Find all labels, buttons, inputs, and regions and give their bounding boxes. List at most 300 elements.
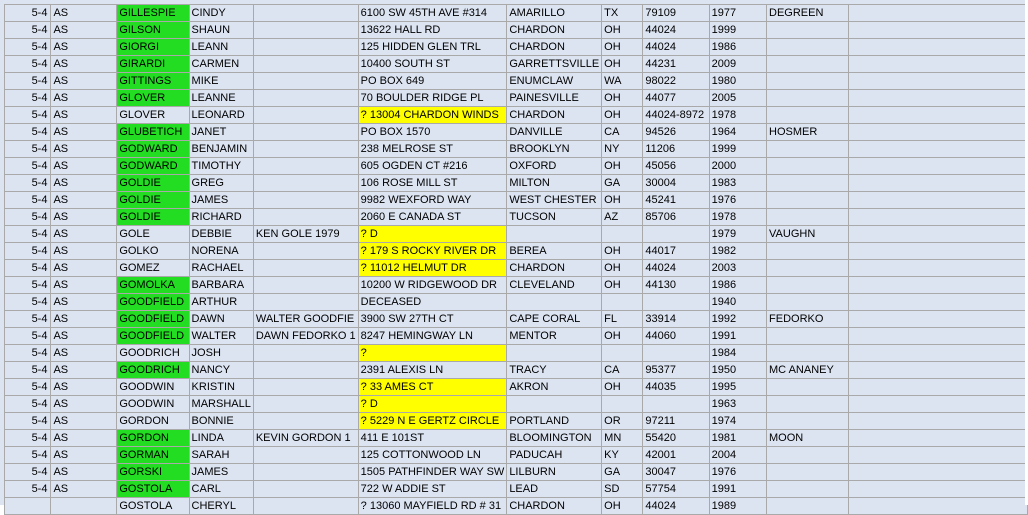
cell-class[interactable]: AS xyxy=(51,22,117,39)
cell-class[interactable]: AS xyxy=(51,175,117,192)
cell-state[interactable]: OH xyxy=(602,498,643,515)
cell-maiden-name[interactable] xyxy=(767,90,849,107)
cell-spouse[interactable] xyxy=(253,345,358,362)
cell-zip[interactable]: 11206 xyxy=(643,141,709,158)
cell-spouse[interactable] xyxy=(253,277,358,294)
cell-class[interactable]: AS xyxy=(51,90,117,107)
cell-address[interactable]: ? 11012 HELMUT DR xyxy=(358,260,507,277)
cell-maiden-name[interactable] xyxy=(767,209,849,226)
cell-empty[interactable] xyxy=(849,158,1028,175)
cell-empty[interactable] xyxy=(849,260,1028,277)
cell-spouse[interactable] xyxy=(253,39,358,56)
cell-zip[interactable]: 98022 xyxy=(643,73,709,90)
cell-spouse[interactable] xyxy=(253,175,358,192)
cell-spouse[interactable] xyxy=(253,158,358,175)
cell-last-name[interactable]: GODWARD xyxy=(117,141,189,158)
cell-spouse[interactable] xyxy=(253,498,358,515)
cell-address[interactable]: 722 W ADDIE ST xyxy=(358,481,507,498)
cell-address[interactable]: ? 13004 CHARDON WINDS xyxy=(358,107,507,124)
cell-address[interactable]: 106 ROSE MILL ST xyxy=(358,175,507,192)
cell-last-name[interactable]: GIORGI xyxy=(117,39,189,56)
cell-empty[interactable] xyxy=(849,73,1028,90)
cell-city[interactable] xyxy=(507,396,602,413)
cell-spouse[interactable] xyxy=(253,294,358,311)
cell-class[interactable]: AS xyxy=(51,209,117,226)
cell-state[interactable]: OH xyxy=(602,56,643,73)
cell-zip[interactable] xyxy=(643,226,709,243)
cell-city[interactable]: LILBURN xyxy=(507,464,602,481)
cell-address[interactable]: 10200 W RIDGEWOOD DR xyxy=(358,277,507,294)
cell-address[interactable]: 3900 SW 27TH CT xyxy=(358,311,507,328)
cell-year[interactable]: 1980 xyxy=(709,73,766,90)
cell-year[interactable]: 2000 xyxy=(709,158,766,175)
cell-empty[interactable] xyxy=(849,481,1028,498)
cell-section[interactable]: 5-4 xyxy=(5,328,51,345)
cell-empty[interactable] xyxy=(849,39,1028,56)
cell-city[interactable] xyxy=(507,294,602,311)
cell-empty[interactable] xyxy=(849,22,1028,39)
cell-section[interactable]: 5-4 xyxy=(5,396,51,413)
cell-zip[interactable] xyxy=(643,294,709,311)
cell-address[interactable]: 70 BOULDER RIDGE PL xyxy=(358,90,507,107)
cell-spouse[interactable] xyxy=(253,243,358,260)
cell-empty[interactable] xyxy=(849,498,1028,515)
cell-city[interactable]: BEREA xyxy=(507,243,602,260)
cell-class[interactable]: AS xyxy=(51,107,117,124)
cell-last-name[interactable]: GLUBETICH xyxy=(117,124,189,141)
cell-spouse[interactable]: KEN GOLE 1979 xyxy=(253,226,358,243)
cell-last-name[interactable]: GOLKO xyxy=(117,243,189,260)
cell-city[interactable]: TRACY xyxy=(507,362,602,379)
cell-zip[interactable]: 44024 xyxy=(643,22,709,39)
cell-city[interactable]: LEAD xyxy=(507,481,602,498)
cell-section[interactable]: 5-4 xyxy=(5,22,51,39)
cell-class[interactable]: AS xyxy=(51,260,117,277)
cell-maiden-name[interactable]: DEGREEN xyxy=(767,5,849,22)
cell-zip[interactable] xyxy=(643,345,709,362)
cell-first-name[interactable]: CINDY xyxy=(189,5,253,22)
cell-first-name[interactable]: WALTER xyxy=(189,328,253,345)
cell-first-name[interactable]: CARMEN xyxy=(189,56,253,73)
cell-maiden-name[interactable] xyxy=(767,192,849,209)
cell-address[interactable]: DECEASED xyxy=(358,294,507,311)
cell-address[interactable]: 411 E 101ST xyxy=(358,430,507,447)
cell-zip[interactable]: 55420 xyxy=(643,430,709,447)
cell-empty[interactable] xyxy=(849,277,1028,294)
cell-empty[interactable] xyxy=(849,192,1028,209)
cell-zip[interactable]: 97211 xyxy=(643,413,709,430)
cell-maiden-name[interactable] xyxy=(767,277,849,294)
cell-city[interactable]: BROOKLYN xyxy=(507,141,602,158)
cell-last-name[interactable]: GOODFIELD xyxy=(117,294,189,311)
cell-maiden-name[interactable] xyxy=(767,498,849,515)
cell-empty[interactable] xyxy=(849,209,1028,226)
cell-section[interactable]: 5-4 xyxy=(5,107,51,124)
cell-maiden-name[interactable]: HOSMER xyxy=(767,124,849,141)
cell-first-name[interactable]: NANCY xyxy=(189,362,253,379)
cell-section[interactable]: 5-4 xyxy=(5,379,51,396)
cell-zip[interactable]: 33914 xyxy=(643,311,709,328)
cell-section[interactable]: 5-4 xyxy=(5,362,51,379)
cell-state[interactable] xyxy=(602,396,643,413)
cell-empty[interactable] xyxy=(849,447,1028,464)
cell-first-name[interactable]: BONNIE xyxy=(189,413,253,430)
cell-address[interactable]: 1505 PATHFINDER WAY SW xyxy=(358,464,507,481)
cell-zip[interactable]: 44024 xyxy=(643,260,709,277)
cell-address[interactable]: 2391 ALEXIS LN xyxy=(358,362,507,379)
cell-state[interactable]: OH xyxy=(602,277,643,294)
cell-city[interactable]: WEST CHESTER xyxy=(507,192,602,209)
cell-state[interactable]: OH xyxy=(602,90,643,107)
cell-spouse[interactable] xyxy=(253,141,358,158)
cell-spouse[interactable] xyxy=(253,396,358,413)
cell-maiden-name[interactable] xyxy=(767,56,849,73)
cell-empty[interactable] xyxy=(849,175,1028,192)
cell-last-name[interactable]: GIRARDI xyxy=(117,56,189,73)
cell-spouse[interactable] xyxy=(253,481,358,498)
cell-first-name[interactable]: CHERYL xyxy=(189,498,253,515)
cell-spouse[interactable] xyxy=(253,73,358,90)
cell-city[interactable] xyxy=(507,345,602,362)
cell-zip[interactable]: 44077 xyxy=(643,90,709,107)
cell-city[interactable]: AMARILLO xyxy=(507,5,602,22)
cell-section[interactable]: 5-4 xyxy=(5,447,51,464)
cell-class[interactable]: AS xyxy=(51,379,117,396)
cell-last-name[interactable]: GOSTOLA xyxy=(117,481,189,498)
cell-city[interactable]: CHARDON xyxy=(507,22,602,39)
cell-state[interactable]: OH xyxy=(602,328,643,345)
cell-year[interactable]: 1989 xyxy=(709,498,766,515)
cell-empty[interactable] xyxy=(849,107,1028,124)
cell-address[interactable]: ? D xyxy=(358,226,507,243)
cell-address[interactable]: 8247 HEMINGWAY LN xyxy=(358,328,507,345)
cell-last-name[interactable]: GODWARD xyxy=(117,158,189,175)
cell-spouse[interactable]: KEVIN GORDON 1 xyxy=(253,430,358,447)
cell-city[interactable]: CHARDON xyxy=(507,260,602,277)
cell-maiden-name[interactable] xyxy=(767,243,849,260)
cell-zip[interactable]: 30004 xyxy=(643,175,709,192)
cell-first-name[interactable]: RICHARD xyxy=(189,209,253,226)
cell-year[interactable]: 1986 xyxy=(709,39,766,56)
cell-class[interactable]: AS xyxy=(51,396,117,413)
cell-empty[interactable] xyxy=(849,124,1028,141)
cell-city[interactable]: CHARDON xyxy=(507,498,602,515)
cell-state[interactable] xyxy=(602,294,643,311)
cell-city[interactable]: CAPE CORAL xyxy=(507,311,602,328)
cell-last-name[interactable]: GILLESPIE xyxy=(117,5,189,22)
cell-section[interactable]: 5-4 xyxy=(5,39,51,56)
cell-empty[interactable] xyxy=(849,328,1028,345)
cell-spouse[interactable] xyxy=(253,90,358,107)
cell-class[interactable]: AS xyxy=(51,5,117,22)
cell-last-name[interactable]: GOSTOLA xyxy=(117,498,189,515)
cell-city[interactable]: ENUMCLAW xyxy=(507,73,602,90)
cell-spouse[interactable] xyxy=(253,209,358,226)
cell-year[interactable]: 1992 xyxy=(709,311,766,328)
cell-maiden-name[interactable] xyxy=(767,328,849,345)
cell-section[interactable]: 5-4 xyxy=(5,226,51,243)
cell-year[interactable]: 1974 xyxy=(709,413,766,430)
cell-year[interactable]: 1991 xyxy=(709,481,766,498)
cell-spouse[interactable] xyxy=(253,192,358,209)
cell-last-name[interactable]: GOODWIN xyxy=(117,396,189,413)
cell-state[interactable]: OH xyxy=(602,107,643,124)
cell-city[interactable]: CLEVELAND xyxy=(507,277,602,294)
cell-section[interactable]: 5-4 xyxy=(5,90,51,107)
cell-spouse[interactable] xyxy=(253,22,358,39)
cell-year[interactable]: 1986 xyxy=(709,277,766,294)
cell-last-name[interactable]: GILSON xyxy=(117,22,189,39)
cell-section[interactable]: 5-4 xyxy=(5,413,51,430)
cell-empty[interactable] xyxy=(849,311,1028,328)
cell-address[interactable]: 9982 WEXFORD WAY xyxy=(358,192,507,209)
cell-address[interactable]: 6100 SW 45TH AVE #314 xyxy=(358,5,507,22)
cell-state[interactable]: AZ xyxy=(602,209,643,226)
cell-section[interactable]: 5-4 xyxy=(5,175,51,192)
cell-year[interactable]: 1981 xyxy=(709,430,766,447)
cell-empty[interactable] xyxy=(849,243,1028,260)
cell-state[interactable]: KY xyxy=(602,447,643,464)
cell-zip[interactable] xyxy=(643,396,709,413)
cell-zip[interactable]: 44024 xyxy=(643,498,709,515)
cell-address[interactable]: ? 33 AMES CT xyxy=(358,379,507,396)
cell-class[interactable]: AS xyxy=(51,73,117,90)
cell-maiden-name[interactable]: VAUGHN xyxy=(767,226,849,243)
cell-last-name[interactable]: GOMOLKA xyxy=(117,277,189,294)
cell-city[interactable]: MENTOR xyxy=(507,328,602,345)
cell-maiden-name[interactable]: MOON xyxy=(767,430,849,447)
cell-first-name[interactable]: NORENA xyxy=(189,243,253,260)
cell-city[interactable]: PORTLAND xyxy=(507,413,602,430)
cell-zip[interactable]: 44130 xyxy=(643,277,709,294)
cell-first-name[interactable]: RACHAEL xyxy=(189,260,253,277)
cell-class[interactable]: AS xyxy=(51,447,117,464)
cell-address[interactable]: 13622 HALL RD xyxy=(358,22,507,39)
cell-first-name[interactable]: MARSHALL xyxy=(189,396,253,413)
cell-state[interactable]: OH xyxy=(602,379,643,396)
cell-last-name[interactable]: GOLDIE xyxy=(117,209,189,226)
cell-section[interactable]: 5-4 xyxy=(5,260,51,277)
cell-class[interactable]: AS xyxy=(51,413,117,430)
cell-address[interactable]: 238 MELROSE ST xyxy=(358,141,507,158)
cell-spouse[interactable] xyxy=(253,124,358,141)
cell-spouse[interactable] xyxy=(253,379,358,396)
cell-year[interactable]: 2003 xyxy=(709,260,766,277)
cell-first-name[interactable]: LEANNE xyxy=(189,90,253,107)
cell-section[interactable]: 5-4 xyxy=(5,158,51,175)
cell-address[interactable]: PO BOX 1570 xyxy=(358,124,507,141)
cell-zip[interactable]: 79109 xyxy=(643,5,709,22)
cell-city[interactable]: DANVILLE xyxy=(507,124,602,141)
cell-first-name[interactable]: DEBBIE xyxy=(189,226,253,243)
cell-spouse[interactable] xyxy=(253,464,358,481)
cell-last-name[interactable]: GOMEZ xyxy=(117,260,189,277)
cell-zip[interactable]: 57754 xyxy=(643,481,709,498)
cell-spouse[interactable] xyxy=(253,260,358,277)
cell-city[interactable]: GARRETTSVILLE xyxy=(507,56,602,73)
cell-section[interactable]: 5-4 xyxy=(5,464,51,481)
cell-class[interactable]: AS xyxy=(51,277,117,294)
cell-first-name[interactable]: ARTHUR xyxy=(189,294,253,311)
cell-zip[interactable]: 45056 xyxy=(643,158,709,175)
cell-city[interactable] xyxy=(507,226,602,243)
cell-section[interactable]: 5-4 xyxy=(5,124,51,141)
cell-year[interactable]: 1983 xyxy=(709,175,766,192)
cell-state[interactable]: OH xyxy=(602,39,643,56)
cell-first-name[interactable]: GREG xyxy=(189,175,253,192)
cell-class[interactable]: AS xyxy=(51,158,117,175)
cell-year[interactable]: 1999 xyxy=(709,22,766,39)
cell-last-name[interactable]: GLOVER xyxy=(117,107,189,124)
cell-class[interactable]: AS xyxy=(51,124,117,141)
cell-last-name[interactable]: GOODWIN xyxy=(117,379,189,396)
cell-address[interactable]: 2060 E CANADA ST xyxy=(358,209,507,226)
cell-state[interactable]: OH xyxy=(602,260,643,277)
cell-last-name[interactable]: GOLE xyxy=(117,226,189,243)
cell-maiden-name[interactable] xyxy=(767,73,849,90)
cell-section[interactable]: 5-4 xyxy=(5,345,51,362)
cell-state[interactable]: SD xyxy=(602,481,643,498)
cell-empty[interactable] xyxy=(849,413,1028,430)
cell-year[interactable]: 1982 xyxy=(709,243,766,260)
cell-state[interactable]: TX xyxy=(602,5,643,22)
cell-year[interactable]: 1995 xyxy=(709,379,766,396)
cell-last-name[interactable]: GORSKI xyxy=(117,464,189,481)
cell-section[interactable]: 5-4 xyxy=(5,294,51,311)
cell-section[interactable]: 5-4 xyxy=(5,209,51,226)
cell-first-name[interactable]: TIMOTHY xyxy=(189,158,253,175)
cell-address[interactable]: 10400 SOUTH ST xyxy=(358,56,507,73)
cell-zip[interactable]: 85706 xyxy=(643,209,709,226)
cell-class[interactable]: AS xyxy=(51,430,117,447)
cell-state[interactable]: CA xyxy=(602,124,643,141)
cell-class[interactable]: AS xyxy=(51,345,117,362)
cell-zip[interactable]: 44024-8972 xyxy=(643,107,709,124)
cell-address[interactable]: 125 COTTONWOOD LN xyxy=(358,447,507,464)
cell-last-name[interactable]: GOODRICH xyxy=(117,362,189,379)
cell-year[interactable]: 1940 xyxy=(709,294,766,311)
cell-section[interactable]: 5-4 xyxy=(5,141,51,158)
cell-maiden-name[interactable] xyxy=(767,447,849,464)
cell-first-name[interactable]: SARAH xyxy=(189,447,253,464)
cell-year[interactable]: 2005 xyxy=(709,90,766,107)
cell-zip[interactable]: 94526 xyxy=(643,124,709,141)
cell-section[interactable]: 5-4 xyxy=(5,243,51,260)
cell-address[interactable]: ? 13060 MAYFIELD RD # 31 xyxy=(358,498,507,515)
cell-state[interactable]: OH xyxy=(602,243,643,260)
cell-class[interactable]: AS xyxy=(51,311,117,328)
cell-year[interactable]: 1950 xyxy=(709,362,766,379)
cell-spouse[interactable]: DAWN FEDORKO 1 xyxy=(253,328,358,345)
cell-address[interactable]: PO BOX 649 xyxy=(358,73,507,90)
cell-state[interactable]: CA xyxy=(602,362,643,379)
cell-class[interactable]: AS xyxy=(51,56,117,73)
cell-maiden-name[interactable] xyxy=(767,175,849,192)
cell-zip[interactable]: 44060 xyxy=(643,328,709,345)
cell-empty[interactable] xyxy=(849,226,1028,243)
cell-section[interactable]: 5-4 xyxy=(5,5,51,22)
cell-empty[interactable] xyxy=(849,5,1028,22)
cell-maiden-name[interactable]: FEDORKO xyxy=(767,311,849,328)
cell-section[interactable]: 5-4 xyxy=(5,73,51,90)
cell-empty[interactable] xyxy=(849,56,1028,73)
cell-maiden-name[interactable] xyxy=(767,107,849,124)
cell-year[interactable]: 1999 xyxy=(709,141,766,158)
cell-zip[interactable]: 44231 xyxy=(643,56,709,73)
cell-city[interactable]: MILTON xyxy=(507,175,602,192)
cell-last-name[interactable]: GOLDIE xyxy=(117,175,189,192)
cell-maiden-name[interactable]: MC ANANEY xyxy=(767,362,849,379)
cell-state[interactable]: OR xyxy=(602,413,643,430)
cell-first-name[interactable]: SHAUN xyxy=(189,22,253,39)
cell-city[interactable]: BLOOMINGTON xyxy=(507,430,602,447)
cell-maiden-name[interactable] xyxy=(767,22,849,39)
cell-city[interactable]: CHARDON xyxy=(507,39,602,56)
cell-class[interactable] xyxy=(51,498,117,515)
cell-city[interactable]: AKRON xyxy=(507,379,602,396)
cell-maiden-name[interactable] xyxy=(767,294,849,311)
cell-zip[interactable]: 44035 xyxy=(643,379,709,396)
cell-class[interactable]: AS xyxy=(51,328,117,345)
cell-address[interactable]: ? D xyxy=(358,396,507,413)
cell-empty[interactable] xyxy=(849,345,1028,362)
cell-year[interactable]: 1977 xyxy=(709,5,766,22)
cell-first-name[interactable]: BENJAMIN xyxy=(189,141,253,158)
cell-spouse[interactable] xyxy=(253,413,358,430)
cell-year[interactable]: 1964 xyxy=(709,124,766,141)
cell-year[interactable]: 1978 xyxy=(709,107,766,124)
cell-last-name[interactable]: GORDON xyxy=(117,430,189,447)
cell-maiden-name[interactable] xyxy=(767,141,849,158)
cell-first-name[interactable]: JAMES xyxy=(189,464,253,481)
cell-spouse[interactable] xyxy=(253,5,358,22)
cell-last-name[interactable]: GOODRICH xyxy=(117,345,189,362)
cell-state[interactable] xyxy=(602,226,643,243)
cell-city[interactable]: OXFORD xyxy=(507,158,602,175)
cell-class[interactable]: AS xyxy=(51,39,117,56)
cell-last-name[interactable]: GLOVER xyxy=(117,90,189,107)
cell-city[interactable]: CHARDON xyxy=(507,107,602,124)
cell-maiden-name[interactable] xyxy=(767,379,849,396)
cell-last-name[interactable]: GOODFIELD xyxy=(117,311,189,328)
cell-address[interactable]: 125 HIDDEN GLEN TRL xyxy=(358,39,507,56)
cell-address[interactable]: ? 5229 N E GERTZ CIRCLE xyxy=(358,413,507,430)
cell-empty[interactable] xyxy=(849,430,1028,447)
cell-state[interactable]: OH xyxy=(602,22,643,39)
cell-state[interactable]: FL xyxy=(602,311,643,328)
cell-first-name[interactable]: MIKE xyxy=(189,73,253,90)
cell-spouse[interactable]: WALTER GOODFIE xyxy=(253,311,358,328)
cell-section[interactable]: 5-4 xyxy=(5,430,51,447)
cell-section[interactable]: 5-4 xyxy=(5,277,51,294)
cell-year[interactable]: 1976 xyxy=(709,192,766,209)
cell-section[interactable]: 5-4 xyxy=(5,311,51,328)
cell-address[interactable]: 605 OGDEN CT #216 xyxy=(358,158,507,175)
cell-class[interactable]: AS xyxy=(51,294,117,311)
cell-first-name[interactable]: LEONARD xyxy=(189,107,253,124)
cell-empty[interactable] xyxy=(849,294,1028,311)
cell-first-name[interactable]: JAMES xyxy=(189,192,253,209)
cell-section[interactable]: 5-4 xyxy=(5,192,51,209)
cell-state[interactable]: OH xyxy=(602,192,643,209)
cell-first-name[interactable]: JOSH xyxy=(189,345,253,362)
cell-state[interactable]: GA xyxy=(602,464,643,481)
cell-zip[interactable]: 44024 xyxy=(643,39,709,56)
cell-last-name[interactable]: GITTINGS xyxy=(117,73,189,90)
cell-maiden-name[interactable] xyxy=(767,481,849,498)
cell-last-name[interactable]: GORDON xyxy=(117,413,189,430)
cell-maiden-name[interactable] xyxy=(767,39,849,56)
